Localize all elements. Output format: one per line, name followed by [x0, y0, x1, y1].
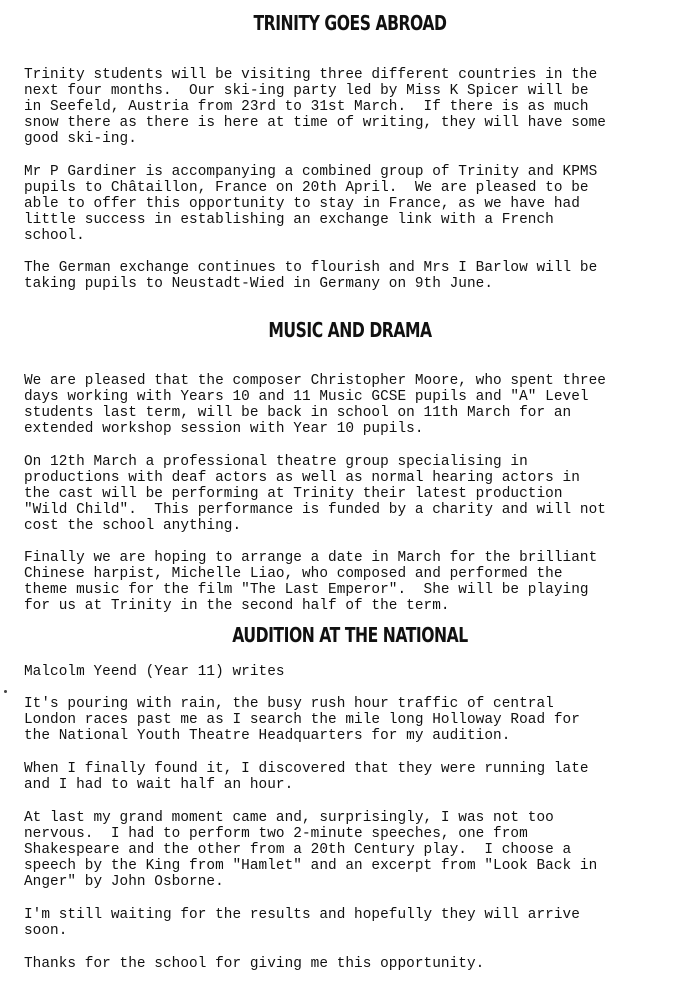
section-heading-music-and-drama: MUSIC AND DRAMA [268, 318, 432, 342]
paragraph-france-trip: Mr P Gardiner is accompanying a combined group of Trinity and KPMS pupils to Châtaillon, France on 20th April. We are pleased to be able to offer this opportunity to stay in France, as we have had little success in establishing an exchange link with a French school. [24, 164, 598, 244]
paragraph-waiting: I'm still waiting for the results and hopefully they will arrive soon. [24, 907, 580, 939]
paragraph-harpist: Finally we are hoping to arrange a date in March for the brilliant Chinese harpist, Michelle Liao, who composed and performed the theme music for the film "The Last Emperor". She will be playing for us at Trinity in the second half of the term. [24, 550, 598, 614]
paragraph-rain: It's pouring with rain, the busy rush hour traffic of central London races past me as I search the mile long Holloway Road for the National Youth Theatre Headquarters for my audition. [24, 696, 580, 744]
stray-mark [4, 690, 7, 693]
byline: Malcolm Yeend (Year 11) writes [24, 664, 285, 680]
paragraph-theatre-group: On 12th March a professional theatre group specialising in productions with deaf actors as well as normal hearing actors in the cast will be performing at Trinity their latest production "Wild Child". This performance is funded by a charity and will not cost the school anything. [24, 454, 606, 534]
section-heading-audition-at-the-national: AUDITION AT THE NATIONAL [232, 623, 468, 647]
paragraph-grand-moment: At last my grand moment came and, surprisingly, I was not too nervous. I had to perform two 2-minute speeches, one from Shakespeare and the other from a 20th Century play. I choose a speech by the King from "Hamlet" and an excerpt from "Look Back in Anger" by John Osborne. [24, 810, 598, 890]
paragraph-composer-visit: We are pleased that the composer Christopher Moore, who spent three days working with Years 10 and 11 Music GCSE pupils and "A" Level students last term, will be back in school on 11th March for an extended workshop session with Year 10 pupils. [24, 373, 606, 437]
paragraph-ski-trip: Trinity students will be visiting three different countries in the next four months. Our ski-ing party led by Miss K Spicer will be in Seefeld, Austria from 23rd to 31st March. If there is as much snow there as there is here at time of writing, they will have some good ski-ing. [24, 67, 606, 147]
paragraph-thanks: Thanks for the school for giving me this opportunity. [24, 956, 485, 972]
section-heading-trinity-goes-abroad: TRINITY GOES ABROAD [253, 11, 447, 35]
paragraph-german-exchange: The German exchange continues to flourish and Mrs I Barlow will be taking pupils to Neustadt-Wied in Germany on 9th June. [24, 260, 598, 292]
paragraph-found-it: When I finally found it, I discovered that they were running late and I had to wait half an hour. [24, 761, 589, 793]
